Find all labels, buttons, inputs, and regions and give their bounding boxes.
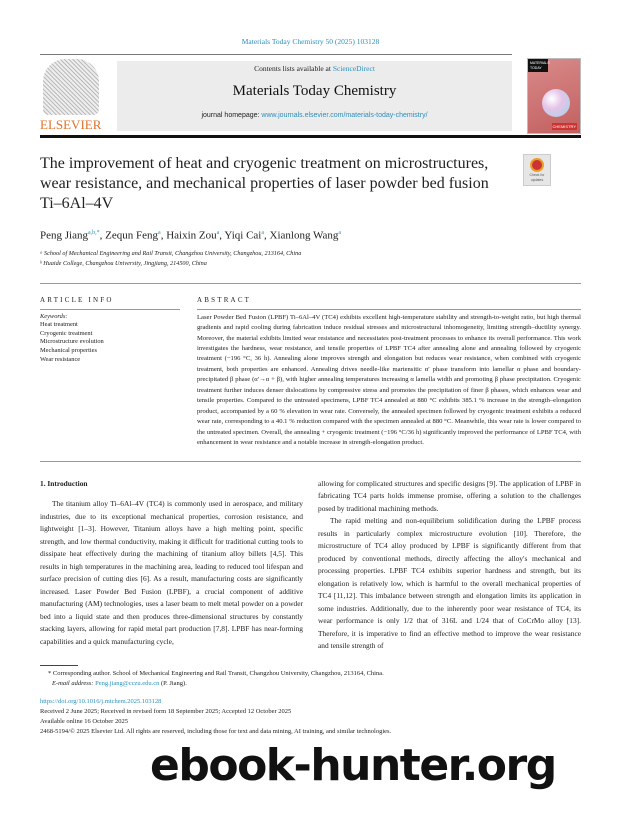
author-name[interactable]: Yiqi Cai [224, 229, 262, 242]
divider [40, 135, 581, 138]
cover-title: MATERIALS TODAY [528, 59, 548, 72]
email-link[interactable]: Peng.jiang@cczu.edu.cn [95, 679, 160, 687]
author-name[interactable]: Xianlong Wang [269, 229, 339, 242]
article-title: The improvement of heat and cryogenic treatment on microstructures, wear resistance, and mechanical properties of laser powder bed fusion Ti–6Al–4V [40, 155, 489, 212]
author-sup[interactable]: a [158, 230, 161, 236]
check-for-updates-button[interactable] [523, 154, 551, 186]
publisher-name: ELSEVIER [40, 117, 102, 132]
copyright: 2468-5194/© 2025 Elsevier Ltd. All rights are reserved, including those for text and data mining, AI training, and similar technologies. [40, 727, 392, 735]
corresponding-author-note: * Corresponding author. School of Mechanical Engineering and Rail Transit, Changzhou University, Changzhou, 213164, China. [48, 669, 384, 677]
keyword: Heat treatment [40, 321, 78, 329]
author-name[interactable]: Haixin Zou [166, 229, 217, 242]
intro-right-column [318, 478, 581, 653]
watermark: ebook-hunter.org [150, 739, 556, 791]
bookmark-icon [530, 158, 544, 172]
paragraph: The rapid melting and non-equilibrium solidification during the LPBF process results in particularly complex microstructure evolution [10]. Therefore, the microstructure of TC4 alloy produced by LPBF is significantly different from that produced by conventional methods, directly affecting the alloy's mechanical and processing properties. LPBF TC4 exhibits superior hardness and strength, but its elongation is relatively low, which is harmful to the overall mechanical properties of TC4 [11,12]. This imbalance between strength and elongation limits its application in some industries. Additionally, due to the inherently poor wear resistance of TC4, its wear performance is only 1/2 that of 316L and 1/24 that of CoCrMo alloy [13]. Therefore, it is imperative to find an effective method to improve the wear resistance and tensile strength of [318, 516, 581, 651]
divider [40, 54, 512, 55]
publication-info [40, 697, 581, 737]
keywords-label: Keywords: [40, 312, 68, 320]
check-label: Check for updates [529, 173, 545, 182]
affiliation: ᵃ School of Mechanical Engineering and Rail Transit, Changzhou University, Changzhou, 213164, China [40, 249, 302, 257]
divider [40, 283, 581, 284]
keywords [40, 313, 180, 365]
email-suffix: (P. Jiang). [159, 679, 187, 687]
running-head[interactable]: Materials Today Chemistry 50 (2025) 103128 [241, 37, 380, 46]
abstract-text: Laser Powder Bed Fusion (LPBF) Ti–6Al–4V (TC4) exhibits excellent high-temperature stability and strength-to-weight ratio, but high thermal gradients and rapid cooling during fabrication induce residual stresses and microstructural inhomogeneity, limiting strength–ductility synergy. Moreover, the material exhibits limited wear resistance and necessitates post-treatment processes to enhance its overall performance. This work investigates the hardness, wear resistance, and tensile properties of LPBF TC4 after annealing alone and annealing followed by cryogenic treatment (−196 °C, 36 h). Annealing alone improves strength and elongation but reduces wear resistance, when combined with cryogenic treatment, both properties are enhanced. Annealing drives needle-like martensitic α′ phase transform into lamellar α phase and boundary-precipitated β phase (α′→α + β), with higher annealing temperatures increasing α lamella width and promoting β phase precipitation. Cryogenic treatment further induces denser dislocations by compressive stress and promotes the precipitation of finer β phases, which enhances wear and tensile properties. Compared to the untreated specimens, LPBF TC4 annealed at 880 °C exhibits 385.1 % increase in the strength–elongation product, accompanied by a 60 % elevation in wear rate. Conversely, the annealed specimen followed by cryogenic treatment exhibits a reduced wear rate, corresponding to a 40.1 % reduction compared with the specimen annealed at 880 °C. Meanwhile, this wear rate is lower compared to the untreated specimen. Overall, the annealing + cryogenic treatment (−196 °C/36 h) significantly improved the performance of LPBF TC4, with enhancement in wear resistance and a notable increase in strength-elongation product. [197, 313, 581, 447]
affiliations [40, 249, 581, 269]
article-info-abstract [40, 296, 581, 449]
cover-label: CHEMISTRY [552, 124, 576, 129]
title-row [40, 154, 581, 214]
journal-header [40, 54, 581, 140]
keyword: Wear resistance [40, 355, 81, 363]
homepage-link[interactable]: www.journals.elsevier.com/materials-today-chemistry/ [261, 112, 428, 119]
elsevier-logo [40, 59, 102, 133]
doi-link[interactable]: https://doi.org/10.1016/j.mtchem.2025.103128 [40, 697, 162, 705]
paragraph: The titanium alloy Ti–6Al–4V (TC4) is commonly used in aerospace, and military industries, due to its exceptional mechanical properties, corrosion resistance, and lightweight [1–3]. However, Titanium alloys have a high melting point, specific strength, and low thermal conductivity, making it difficult for traditional cutting tools to dissipate heat effectively during the machining of titanium alloy billets [4,5]. This results in high temperatures in the machining area, leading to reduced tool lifespan and surface precision of cutting dies [6]. As a result, manufacturing costs are significantly increased. Laser Powder Bed Fusion (LPBF), a crucial component of additive manufacturing (AM) technologies, uses a laser beam to melt metal powder on a powder bed into a liquid state and then produces three-dimensional structures by constantly stacking layers, allowing for rapid metal part production [7,8]. LPBF has near-forming capabilities and a quick manufacturing cycle, [40, 499, 303, 646]
author-sup[interactable]: a [261, 230, 265, 236]
article-info-heading: ARTICLE INFO [40, 296, 180, 310]
keyword: Cryogenic treatment [40, 329, 93, 337]
author-sup[interactable]: a [338, 230, 342, 236]
article-info [40, 296, 180, 449]
author-sup[interactable]: a,b,* [87, 230, 100, 236]
keyword: Mechanical properties [40, 347, 97, 355]
intro-left-column [40, 478, 303, 653]
online-date: Available online 16 October 2025 [40, 717, 128, 725]
email-label: E-mail address: [52, 679, 96, 687]
journal-banner [117, 61, 512, 131]
author-name[interactable]: Zequn Feng [105, 229, 159, 242]
journal-cover [527, 58, 581, 134]
homepage-label: journal homepage: [201, 112, 262, 119]
contents-label: Contents lists available at [254, 64, 333, 73]
divider [40, 461, 581, 462]
author-name[interactable]: Peng Jiang [40, 229, 88, 242]
footnote [40, 669, 581, 689]
paragraph: allowing for complicated structures and specific designs [9]. The application of LPBF in fabricating TC4 parts holds immense promise, offering a solution to the challenges posed by traditional machining methods. [318, 478, 581, 513]
journal-title: Materials Today Chemistry [232, 83, 397, 99]
tree-icon [43, 59, 99, 115]
sciencedirect-link[interactable]: ScienceDirect [332, 64, 375, 73]
introduction [40, 478, 581, 653]
affiliation: ᵇ Huaide College, Changzhou University, Jingjiang, 214500, China [40, 259, 207, 267]
author-sup[interactable]: a [216, 230, 220, 236]
abstract [197, 296, 581, 449]
received-dates: Received 2 June 2025; Received in revised form 18 September 2025; Accepted 12 October 2025 [40, 707, 292, 715]
footnote-divider [40, 665, 78, 666]
cover-image [542, 89, 570, 117]
abstract-heading: ABSTRACT [197, 296, 581, 310]
keyword: Microstructure evolution [40, 338, 104, 346]
author-list: Peng Jiang$^{a,b,*}$, Zequn Feng$^a$, Haixin Zou$^a$, Yiqi Cai$^a$, Xianlong Wang$^a$ [40, 229, 342, 242]
section-heading: 1. Introduction [40, 478, 88, 488]
